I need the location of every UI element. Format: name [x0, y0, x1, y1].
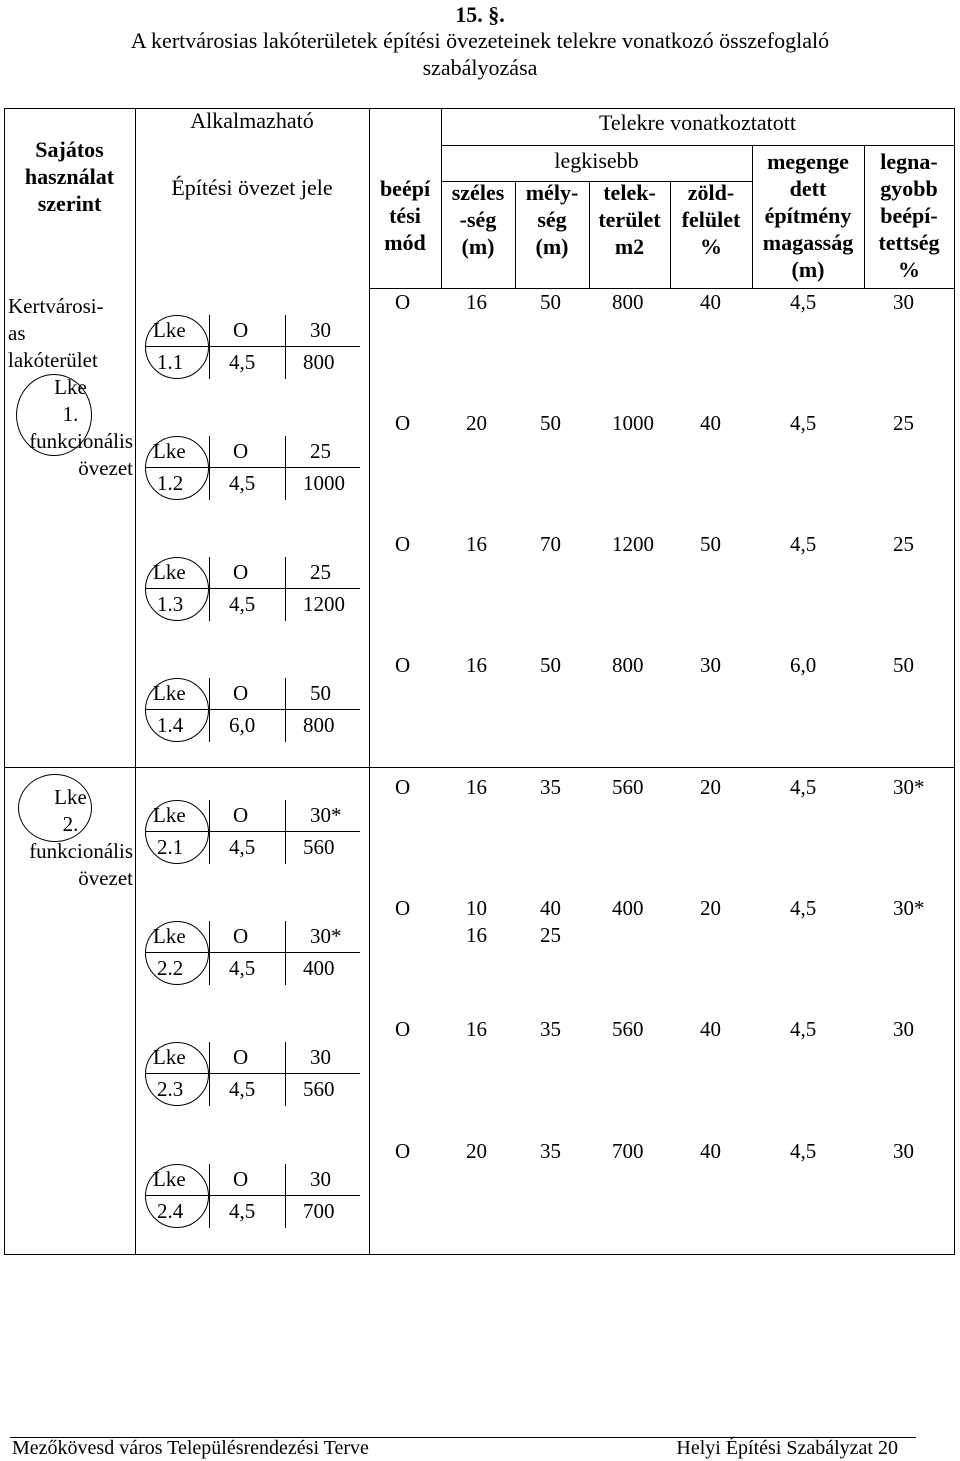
zone-mode: O — [233, 803, 249, 827]
cell-szel2: 16 — [466, 923, 487, 947]
group-lke2-circle — [18, 774, 92, 842]
cell-mag: 4,5 — [790, 1139, 817, 1163]
zone-pct: 50 — [310, 681, 331, 705]
zone-number: 2.2 — [157, 956, 184, 980]
zone-cell — [145, 678, 360, 742]
zone-area: 400 — [303, 956, 335, 980]
cell-beep: 30 — [893, 1139, 914, 1163]
zone-height: 4,5 — [229, 1077, 256, 1101]
cell-terulet: 1200 — [612, 532, 654, 556]
zone-area: 560 — [303, 1077, 335, 1101]
cell-terulet: 1000 — [612, 411, 654, 435]
zone-height: 6,0 — [229, 713, 256, 737]
cell-mag: 4,5 — [790, 290, 817, 314]
cell-mod: O — [395, 1139, 411, 1163]
section-number: 15. §. — [455, 2, 505, 27]
cell-szel: 20 — [466, 411, 487, 435]
group-lke1-circle — [16, 374, 92, 456]
cell-mag: 4,5 — [790, 775, 817, 799]
cell-mag: 4,5 — [790, 896, 817, 920]
zone-cell — [145, 800, 360, 864]
zone-area: 1200 — [303, 592, 345, 616]
cell-zold: 40 — [700, 1017, 721, 1041]
zone-height: 4,5 — [229, 835, 256, 859]
zone-code: Lke — [153, 318, 186, 342]
footer-left: Mezőkövesd város Településrendezési Terve — [12, 1437, 369, 1459]
cell-mag: 4,5 — [790, 532, 817, 556]
zone-mode: O — [233, 681, 249, 705]
zone-height: 4,5 — [229, 592, 256, 616]
zone-area: 700 — [303, 1199, 335, 1223]
zone-mode: O — [233, 1167, 249, 1191]
zone-height: 4,5 — [229, 1199, 256, 1223]
zone-height: 4,5 — [229, 956, 256, 980]
zone-mode: O — [233, 924, 249, 948]
zone-pct: 30 — [310, 1045, 331, 1069]
cell-zold: 20 — [700, 775, 721, 799]
cell-szel: 16 — [466, 1017, 487, 1041]
header-sajatos: Sajátos használat szerint — [24, 137, 115, 216]
cell-mod: O — [395, 896, 411, 920]
cell-beep: 25 — [893, 532, 914, 556]
zone-mode: O — [233, 439, 249, 463]
cell-terulet: 560 — [612, 775, 644, 799]
zone-code: Lke — [153, 439, 186, 463]
zone-area: 560 — [303, 835, 335, 859]
zone-pct: 25 — [310, 560, 331, 584]
cell-szel: 20 — [466, 1139, 487, 1163]
title-line-2: szabályozása — [422, 55, 538, 80]
header-alkalmazhato: Alkalmazható — [190, 108, 314, 133]
zone-cell — [145, 557, 360, 621]
cell-mely: 50 — [540, 411, 561, 435]
cell-beep: 25 — [893, 411, 914, 435]
header-telekterulet: telek- terület m2 — [598, 180, 661, 259]
zone-code: Lke — [153, 681, 186, 705]
cell-beep: 30 — [893, 1017, 914, 1041]
header-zoldfelulet: zöld- felület % — [681, 180, 741, 259]
header-beepitesi-mod: beépí tési mód — [379, 176, 431, 255]
zone-code: Lke — [153, 1045, 186, 1069]
group-label-lke1: Kertvárosi- as lakóterület Lke 1. funkcionális övezet — [8, 294, 133, 480]
zone-number: 1.1 — [157, 350, 184, 374]
zone-number: 1.3 — [157, 592, 184, 616]
header-telekre: Telekre vonatkoztatott — [599, 110, 796, 135]
cell-mely: 35 — [540, 775, 561, 799]
cell-terulet: 800 — [612, 290, 644, 314]
zone-pct: 25 — [310, 439, 331, 463]
zone-mode: O — [233, 318, 249, 342]
zone-height: 4,5 — [229, 350, 256, 374]
zone-mode: O — [233, 560, 249, 584]
cell-zold: 20 — [700, 896, 721, 920]
cell-mely: 35 — [540, 1139, 561, 1163]
cell-mely: 50 — [540, 653, 561, 677]
zone-code: Lke — [153, 560, 186, 584]
zone-cell — [145, 436, 360, 500]
cell-terulet: 800 — [612, 653, 644, 677]
cell-mely: 50 — [540, 290, 561, 314]
cell-zold: 50 — [700, 532, 721, 556]
zone-number: 1.2 — [157, 471, 184, 495]
cell-terulet: 400 — [612, 896, 644, 920]
title-line-1: A kertvárosias lakóterületek építési övezeteinek telekre vonatkozó összefoglaló — [130, 28, 830, 53]
cell-terulet: 560 — [612, 1017, 644, 1041]
cell-szel: 16 — [466, 653, 487, 677]
zone-number: 2.3 — [157, 1077, 184, 1101]
cell-mod: O — [395, 653, 411, 677]
zone-pct: 30 — [310, 318, 331, 342]
cell-szel: 16 — [466, 290, 487, 314]
header-legkisebb: legkisebb — [554, 148, 639, 173]
zone-code: Lke — [153, 1167, 186, 1191]
zone-area: 800 — [303, 350, 335, 374]
zone-height: 4,5 — [229, 471, 256, 495]
header-melyseg: mély- ség (m) — [525, 180, 579, 259]
zone-code: Lke — [153, 803, 186, 827]
cell-zold: 40 — [700, 290, 721, 314]
cell-zold: 40 — [700, 411, 721, 435]
cell-szel: 16 — [466, 775, 487, 799]
cell-zold: 40 — [700, 1139, 721, 1163]
cell-terulet: 700 — [612, 1139, 644, 1163]
cell-mely: 70 — [540, 532, 561, 556]
zone-cell — [145, 1164, 360, 1228]
cell-mod: O — [395, 290, 411, 314]
cell-zold: 30 — [700, 653, 721, 677]
cell-beep: 30* — [893, 896, 925, 920]
zone-area: 1000 — [303, 471, 345, 495]
cell-mod: O — [395, 532, 411, 556]
zone-area: 800 — [303, 713, 335, 737]
header-megengedett-magassag: megenge dett építmény magasság (m) — [762, 149, 854, 282]
zone-mode: O — [233, 1045, 249, 1069]
header-legnagyobb-beepitettseg: legna- gyobb beépí- tettség % — [878, 149, 940, 282]
cell-mely: 35 — [540, 1017, 561, 1041]
footer-right: Helyi Építési Szabályzat 20 — [676, 1437, 898, 1459]
group-label-lke2: Lke 2. funkcionális övezet — [29, 785, 133, 890]
zone-number: 2.1 — [157, 835, 184, 859]
cell-mag: 4,5 — [790, 1017, 817, 1041]
cell-mely: 40 — [540, 896, 561, 920]
cell-mely2: 25 — [540, 923, 561, 947]
cell-szel: 16 — [466, 532, 487, 556]
cell-mod: O — [395, 1017, 411, 1041]
cell-mod: O — [395, 775, 411, 799]
zone-cell — [145, 315, 360, 379]
cell-beep: 30 — [893, 290, 914, 314]
cell-mag: 6,0 — [790, 653, 817, 677]
zone-cell — [145, 1042, 360, 1106]
header-epitesi-ovezet-jele: Építési övezet jele — [171, 175, 333, 200]
cell-mod: O — [395, 411, 411, 435]
header-szelesseg: széles -ség (m) — [451, 180, 505, 259]
zone-cell — [145, 921, 360, 985]
cell-beep: 30* — [893, 775, 925, 799]
zone-number: 1.4 — [157, 713, 184, 737]
cell-beep: 50 — [893, 653, 914, 677]
zone-pct: 30* — [310, 924, 342, 948]
zone-number: 2.4 — [157, 1199, 184, 1223]
zone-code: Lke — [153, 924, 186, 948]
cell-mag: 4,5 — [790, 411, 817, 435]
zone-pct: 30* — [310, 803, 342, 827]
cell-szel: 10 — [466, 896, 487, 920]
zone-pct: 30 — [310, 1167, 331, 1191]
